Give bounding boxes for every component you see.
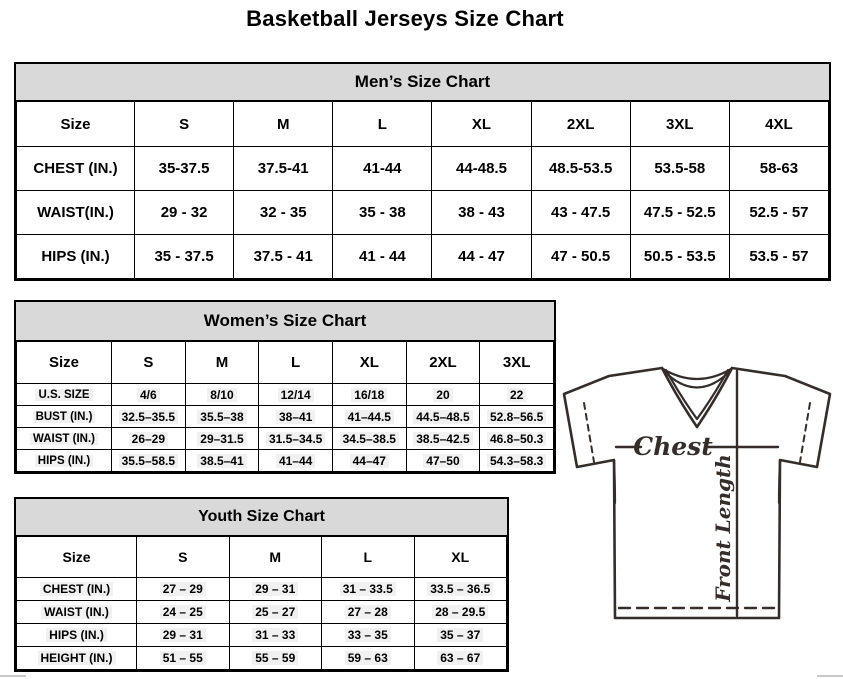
mens-size-S: S [135, 102, 234, 147]
youth-size-col-header: Size [17, 537, 137, 578]
womens-cell-2-2: 31.5–34.5 [259, 428, 333, 450]
mens-cell-2-6: 53.5 - 57 [729, 235, 828, 279]
womens-chart-title: Women’s Size Chart [16, 302, 554, 341]
youth-cell-1-1: 25 – 27 [229, 601, 322, 624]
youth-cell-0-0: 27 – 29 [137, 578, 230, 601]
womens-cell-1-2: 38–41 [259, 406, 333, 428]
youth-cell-0-3: 33.5 – 36.5 [414, 578, 507, 601]
womens-row-0 [17, 384, 554, 406]
womens-cell-3-3: 44–47 [332, 450, 406, 472]
womens-cell-2-5: 46.8–50.3 [480, 428, 554, 450]
youth-cell-0-2: 31 – 33.5 [322, 578, 415, 601]
womens-size-3XL: 3XL [480, 342, 554, 384]
left-cuff-dashed-line [584, 403, 594, 462]
womens-size-header-row [17, 342, 554, 384]
mens-row-2 [17, 235, 829, 279]
womens-cell-0-5: 22 [480, 384, 554, 406]
mens-cell-2-4: 47 - 50.5 [531, 235, 630, 279]
mens-cell-1-3: 38 - 43 [432, 191, 531, 235]
womens-cell-2-0: 26–29 [112, 428, 186, 450]
youth-size-L: L [322, 537, 415, 578]
youth-cell-2-2: 33 – 35 [322, 624, 415, 647]
womens-cell-0-1: 8/10 [185, 384, 259, 406]
mens-size-XL: XL [432, 102, 531, 147]
mens-cell-1-1: 32 - 35 [234, 191, 333, 235]
womens-size-M: M [185, 342, 259, 384]
mens-cell-0-5: 53.5-58 [630, 147, 729, 191]
bottom-left-artifact [0, 675, 26, 677]
mens-cell-2-3: 44 - 47 [432, 235, 531, 279]
bottom-right-artifact [817, 675, 843, 677]
youth-size-chart-section [14, 497, 509, 672]
youth-size-S: S [137, 537, 230, 578]
mens-cell-1-6: 52.5 - 57 [729, 191, 828, 235]
youth-size-XL: XL [414, 537, 507, 578]
womens-cell-1-3: 41–44.5 [332, 406, 406, 428]
youth-cell-2-3: 35 – 37 [414, 624, 507, 647]
womens-cell-0-0: 4/6 [112, 384, 186, 406]
womens-size-L: L [259, 342, 333, 384]
mens-size-4XL: 4XL [729, 102, 828, 147]
mens-size-col-header: Size [17, 102, 135, 147]
page-title: Basketball Jerseys Size Chart [246, 6, 564, 31]
womens-row-label-1: BUST (IN.) [17, 406, 112, 428]
womens-cell-3-1: 38.5–41 [185, 450, 259, 472]
youth-row-3 [17, 647, 507, 670]
jersey-measurement-diagram [557, 363, 840, 628]
womens-cell-3-2: 41–44 [259, 450, 333, 472]
womens-row-1 [17, 406, 554, 428]
mens-size-M: M [234, 102, 333, 147]
womens-row-label-0: U.S. SIZE [17, 384, 112, 406]
womens-cell-1-1: 35.5–38 [185, 406, 259, 428]
youth-row-label-0: CHEST (IN.) [17, 578, 137, 601]
youth-cell-1-2: 27 – 28 [322, 601, 415, 624]
womens-cell-3-0: 35.5–58.5 [112, 450, 186, 472]
womens-cell-0-2: 12/14 [259, 384, 333, 406]
youth-row-1 [17, 601, 507, 624]
womens-row-3 [17, 450, 554, 472]
mens-size-table [16, 101, 829, 279]
youth-row-label-2: HIPS (IN.) [17, 624, 137, 647]
womens-cell-2-3: 34.5–38.5 [332, 428, 406, 450]
mens-cell-1-0: 29 - 32 [135, 191, 234, 235]
mens-cell-2-1: 37.5 - 41 [234, 235, 333, 279]
womens-size-2XL: 2XL [406, 342, 480, 384]
youth-cell-0-1: 29 – 31 [229, 578, 322, 601]
womens-size-chart-section [14, 300, 556, 474]
mens-cell-0-2: 41-44 [333, 147, 432, 191]
womens-cell-2-4: 38.5–42.5 [406, 428, 480, 450]
youth-cell-2-1: 31 – 33 [229, 624, 322, 647]
youth-row-label-1: WAIST (IN.) [17, 601, 137, 624]
youth-row-label-3: HEIGHT (IN.) [17, 647, 137, 670]
mens-size-header-row [17, 102, 829, 147]
mens-row-label-1: WAIST(IN.) [17, 191, 135, 235]
youth-cell-2-0: 29 – 31 [137, 624, 230, 647]
youth-size-header-row [17, 537, 507, 578]
mens-row-0 [17, 147, 829, 191]
womens-size-XL: XL [332, 342, 406, 384]
youth-cell-3-1: 55 – 59 [229, 647, 322, 670]
womens-size-col-header: Size [17, 342, 112, 384]
youth-row-0 [17, 578, 507, 601]
mens-chart-title: Men’s Size Chart [16, 64, 829, 101]
mens-cell-0-4: 48.5-53.5 [531, 147, 630, 191]
mens-cell-0-0: 35-37.5 [135, 147, 234, 191]
youth-size-table [16, 536, 507, 670]
mens-cell-2-2: 41 - 44 [333, 235, 432, 279]
mens-row-label-0: CHEST (IN.) [17, 147, 135, 191]
mens-size-3XL: 3XL [630, 102, 729, 147]
chest-label: Chest [633, 432, 713, 461]
womens-row-label-2: WAIST (IN.) [17, 428, 112, 450]
mens-cell-2-5: 50.5 - 53.5 [630, 235, 729, 279]
mens-size-2XL: 2XL [531, 102, 630, 147]
jersey-diagram-svg [557, 363, 840, 628]
youth-cell-1-0: 24 – 25 [137, 601, 230, 624]
mens-cell-0-6: 58-63 [729, 147, 828, 191]
youth-chart-title: Youth Size Chart [16, 499, 507, 536]
womens-cell-1-0: 32.5–35.5 [112, 406, 186, 428]
front-length-label: Front Length [711, 454, 735, 602]
right-cuff-dashed-line [800, 403, 810, 462]
jersey-outline [564, 368, 830, 618]
womens-cell-1-4: 44.5–48.5 [406, 406, 480, 428]
mens-size-chart-section [14, 62, 831, 281]
mens-row-1 [17, 191, 829, 235]
mens-row-label-2: HIPS (IN.) [17, 235, 135, 279]
mens-cell-1-4: 43 - 47.5 [531, 191, 630, 235]
mens-cell-2-0: 35 - 37.5 [135, 235, 234, 279]
womens-size-S: S [112, 342, 186, 384]
youth-cell-3-2: 59 – 63 [322, 647, 415, 670]
womens-cell-0-3: 16/18 [332, 384, 406, 406]
youth-cell-1-3: 28 – 29.5 [414, 601, 507, 624]
womens-row-2 [17, 428, 554, 450]
mens-cell-0-3: 44-48.5 [432, 147, 531, 191]
youth-row-2 [17, 624, 507, 647]
youth-size-M: M [229, 537, 322, 578]
womens-cell-1-5: 52.8–56.5 [480, 406, 554, 428]
womens-row-label-3: HIPS (IN.) [17, 450, 112, 472]
womens-cell-3-5: 54.3–58.3 [480, 450, 554, 472]
womens-cell-2-1: 29–31.5 [185, 428, 259, 450]
mens-cell-1-5: 47.5 - 52.5 [630, 191, 729, 235]
womens-cell-0-4: 20 [406, 384, 480, 406]
youth-cell-3-3: 63 – 67 [414, 647, 507, 670]
youth-cell-3-0: 51 – 55 [137, 647, 230, 670]
womens-cell-3-4: 47–50 [406, 450, 480, 472]
womens-size-table [16, 341, 554, 472]
mens-cell-1-2: 35 - 38 [333, 191, 432, 235]
mens-size-L: L [333, 102, 432, 147]
mens-cell-0-1: 37.5-41 [234, 147, 333, 191]
